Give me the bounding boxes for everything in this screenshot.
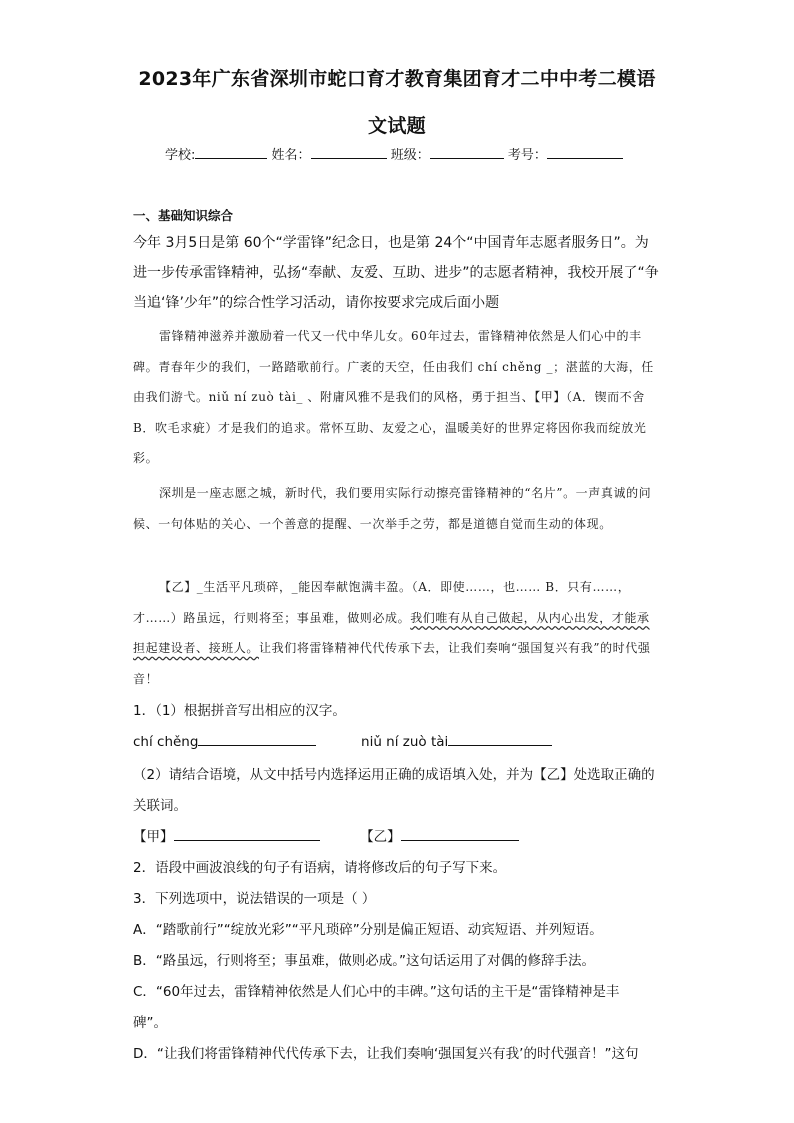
yi-label: 【乙】 xyxy=(360,829,401,845)
exam-title-line2: 文试题 xyxy=(368,115,426,137)
question-3: 3．下列选项中，说法错误的一项是（ ） xyxy=(133,891,376,907)
jia-blank[interactable] xyxy=(174,826,320,841)
option-d[interactable]: D．“让我们将雷锋精神代代传承下去，让我们奏响‘强国复兴有我’的时代强音！”这句 xyxy=(133,1046,639,1062)
student-info-row xyxy=(165,144,623,163)
pinyin-b: niǔ ní zuò tài xyxy=(361,734,449,750)
intro-paragraph: 今年 3月5日是第 60个“学雷锋”纪念日，也是第 24个“中国青年志愿者服务日”。为进一步传承雷锋精神，弘扬“奉献、友爱、互助、进步”的志愿者精神，我校开展了“争当追‘锋’少年”的综合性学习活动，请你按要求完成后面小题 xyxy=(133,235,659,311)
question-1-2: （2）请结合语境，从文中括号内选择运用正确的成语填入处，并为【乙】处选取正确的关联词。 xyxy=(133,767,655,814)
class-blank[interactable] xyxy=(430,145,504,159)
section-heading: 一、基础知识综合 xyxy=(133,208,234,223)
name-label: 姓名： xyxy=(271,148,311,163)
name-blank[interactable] xyxy=(311,145,387,159)
passage-paragraph-1: 雷锋精神滋养并激励着一代又一代中华儿女。60年过去，雷锋精神依然是人们心中的丰碑。青春年少的我们，一路踏歌前行。广袤的天空，任由我们 chí chěng _；湛蓝的大海，任由我们游弋。niǔ ní zuò tài_ 、附庸风雅不是我们的风格，勇于担当、【甲】（A．锲而不舍 B．吹毛求疵）才是我们的追求。常怀互助、友爱之心，温暖美好的世界定将因你我而绽放光彩。 xyxy=(133,329,654,465)
school-blank[interactable] xyxy=(195,145,267,159)
jia-label: 【甲】 xyxy=(133,829,174,845)
jia-yi-answer-row xyxy=(133,826,661,848)
option-c-continued: 碑”。 xyxy=(133,1015,167,1031)
question-2: 2．语段中画波浪线的句子有语病，请将修改后的句子写下来。 xyxy=(133,860,507,876)
passage-3-start: 【乙】_生活平凡琐碎，_能因奉献饱满丰盈。（A．即使……，也…… B．只有……，才……）路虽远，行则将至；事虽难，做则必成。 xyxy=(133,580,631,625)
id-blank[interactable] xyxy=(547,145,623,159)
id-label: 考号： xyxy=(507,148,547,163)
pinyin-a-blank[interactable] xyxy=(198,731,316,746)
pinyin-a: chí chěng xyxy=(133,734,199,750)
option-a[interactable]: A．“踏歌前行”“绽放光彩”“平凡琐碎”分别是偏正短语、动宾短语、并列短语。 xyxy=(133,922,603,938)
school-label: 学校: xyxy=(165,148,196,163)
option-c[interactable]: C．“60年过去，雷锋精神依然是人们心中的丰碑。”这句话的主干是“雷锋精神是丰 xyxy=(133,984,620,1000)
option-b[interactable]: B．“路虽远，行则将至；事虽难，做则必成。”这句话运用了对偶的修辞手法。 xyxy=(133,953,595,969)
passage-3-end: 让我们将雷锋精神代代传承下去，让我们奏响“强国复兴有我”的时代强音！ xyxy=(133,641,651,686)
wavy-underlined-sentence: 我们唯有从自己做起，从内心出发，才能承担起建设者、接班人。 xyxy=(133,610,650,655)
passage-paragraph-2: 深圳是一座志愿之城，新时代，我们要用实际行动擦亮雷锋精神的“名片”。一声真诚的问候、一句体贴的关心、一个善意的提醒、一次举手之劳，都是道德自觉而生动的体现。 xyxy=(133,486,652,531)
pinyin-b-blank[interactable] xyxy=(448,731,552,746)
passage-paragraph-3 xyxy=(133,572,661,694)
class-label: 班级： xyxy=(390,148,430,163)
yi-blank[interactable] xyxy=(401,826,519,841)
pinyin-answer-row xyxy=(133,731,661,753)
exam-title-line1: 2023年广东省深圳市蛇口育才教育集团育才二中中考二模语 xyxy=(138,68,656,90)
question-1-1: 1．（1）根据拼音写出相应的汉字。 xyxy=(133,703,346,719)
